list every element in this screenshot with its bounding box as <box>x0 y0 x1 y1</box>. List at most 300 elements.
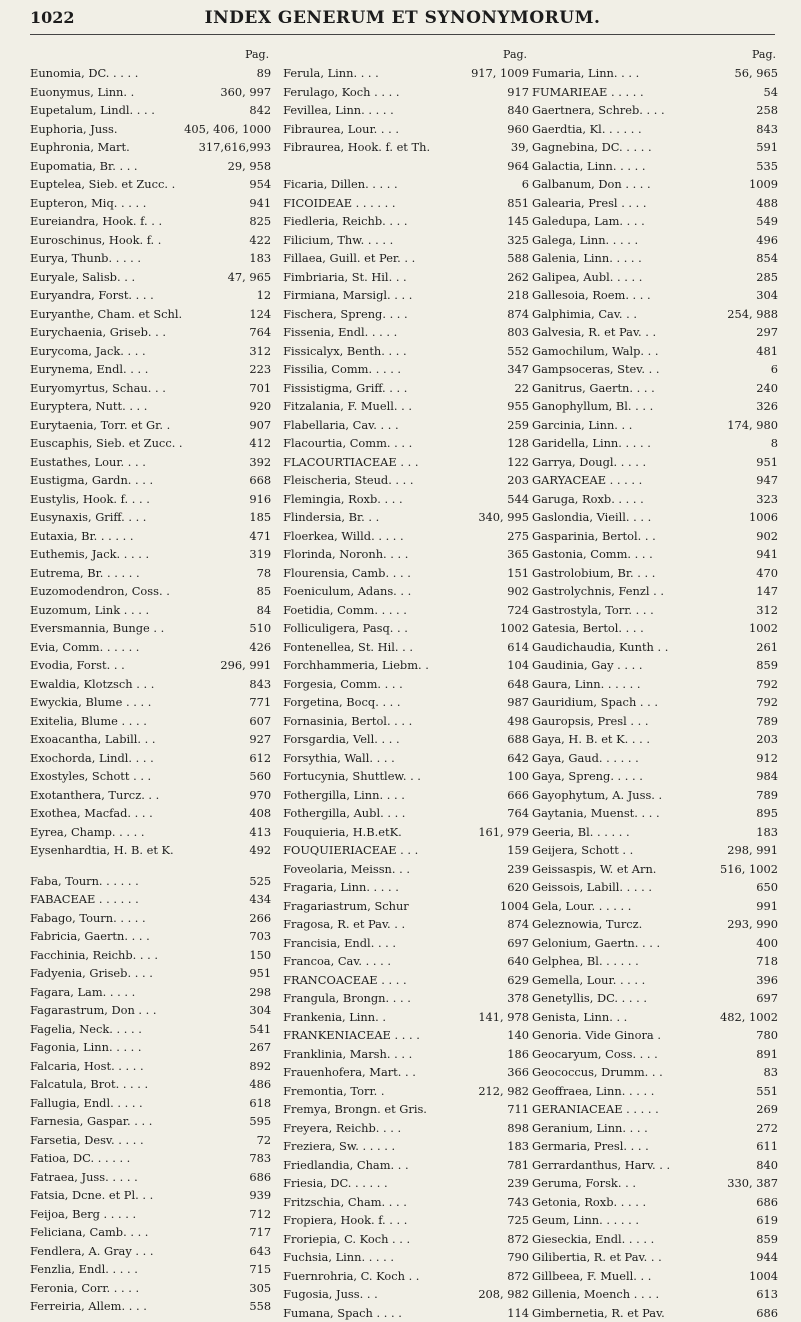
entry-page-ref: 122 <box>504 453 529 472</box>
entry-page-ref: 783 <box>246 1149 271 1168</box>
entry-name: Euryanthe, Cham. et Schl. <box>30 305 246 324</box>
index-entry <box>30 1242 271 1261</box>
entry-page-ref: 711 <box>504 1100 529 1119</box>
entry-name: Farnesia, Gaspar. . . . <box>30 1112 246 1131</box>
entry-name: Gaya, Spreng. . . . . <box>532 767 753 786</box>
entry-name: Feliciana, Camb. . . . <box>30 1223 246 1242</box>
entry-name: Genetyllis, DC. . . . . <box>532 989 753 1008</box>
entry-name: FOUQUIERIACEAE . . . <box>283 841 504 860</box>
entry-page-ref: 340, 995 <box>475 508 529 527</box>
entry-name: Forgesia, Comm. . . . <box>283 675 504 694</box>
index-entry <box>283 1174 529 1193</box>
index-entry <box>283 1211 529 1230</box>
entry-page-ref: 305 <box>246 1279 271 1298</box>
index-entry <box>30 231 271 250</box>
entry-name: Galega, Linn. . . . . <box>532 231 753 250</box>
index-entry <box>532 601 778 620</box>
entry-name: Exitelia, Blume . . . . <box>30 712 246 731</box>
entry-name: Friedlandia, Cham. . . <box>283 1156 504 1175</box>
entry-name: Gilibertia, R. et Pav. . . <box>532 1248 753 1267</box>
index-entry <box>532 749 778 768</box>
index-entry <box>30 749 271 768</box>
entry-name: Flourensia, Camb. . . . <box>283 564 504 583</box>
index-entry <box>283 1119 529 1138</box>
entry-name: Gaudinia, Gay . . . . <box>532 656 753 675</box>
entry-page-ref: 258 <box>753 101 778 120</box>
entry-name: Gela, Lour. . . . . . <box>532 897 753 916</box>
entry-name: Gamochilum, Walp. . . <box>532 342 753 361</box>
index-entry <box>532 582 778 601</box>
index-entry <box>532 1193 778 1212</box>
entry-name: Genista, Linn. . . <box>532 1008 717 1027</box>
entry-page-ref: 951 <box>246 964 271 983</box>
entry-page-ref: 8 <box>768 434 778 453</box>
entry-page-ref: 89 <box>254 64 272 83</box>
index-entry <box>30 1205 271 1224</box>
entry-name: Eurya, Thunb. . . . . <box>30 249 246 268</box>
entry-page-ref: 874 <box>504 305 529 324</box>
entry-page-ref: 955 <box>504 397 529 416</box>
entry-page-ref: 498 <box>504 712 529 731</box>
entry-page-ref: 408 <box>246 804 271 823</box>
entry-page-ref: 22 <box>512 379 530 398</box>
index-entry <box>532 1100 778 1119</box>
entry-page-ref: 954 <box>246 175 271 194</box>
entry-page-ref: 405, 406, 1000 <box>181 120 271 139</box>
entry-page-ref: 212, 982 <box>475 1082 529 1101</box>
entry-page-ref: 39, <box>508 138 529 157</box>
entry-page-ref: 510 <box>246 619 271 638</box>
entry-page-ref: 150 <box>246 946 271 965</box>
entry-name: Gaudichaudia, Kunth . . <box>532 638 753 657</box>
index-entry <box>532 231 778 250</box>
entry-page-ref: 434 <box>246 890 271 909</box>
index-entry <box>283 1082 529 1101</box>
entry-page-ref: 944 <box>753 1248 778 1267</box>
entry-name: Gillbeea, F. Muell. . . <box>532 1267 746 1286</box>
index-entry <box>30 342 271 361</box>
entry-name: Euryomyrtus, Schau. . . <box>30 379 246 398</box>
entry-page-ref: 898 <box>504 1119 529 1138</box>
index-entry <box>283 416 529 435</box>
entry-name: Germaria, Presl. . . . <box>532 1137 753 1156</box>
index-entry <box>30 323 271 342</box>
entry-name: Foveolaria, Meissn. . . <box>283 860 504 879</box>
entry-page-ref: 902 <box>753 527 778 546</box>
entry-name: Eyrea, Champ. . . . . <box>30 823 246 842</box>
entry-page-ref: 272 <box>753 1119 778 1138</box>
index-entry <box>283 897 529 916</box>
entry-page-ref: 686 <box>753 1304 778 1322</box>
index-entry <box>30 101 271 120</box>
index-entry <box>30 582 271 601</box>
entry-page-ref: 365 <box>504 545 529 564</box>
index-entry <box>532 138 778 157</box>
entry-name: Euzomum, Link . . . . <box>30 601 254 620</box>
entry-name: Frauenhofera, Mart. . . <box>283 1063 504 1082</box>
entry-name: Freyera, Reichb. . . . <box>283 1119 504 1138</box>
entry-name: Fragosa, R. et Pav. . . <box>283 915 504 934</box>
entry-name: Geijera, Schott . . <box>532 841 724 860</box>
index-entry <box>283 453 529 472</box>
index-entry <box>283 915 529 934</box>
index-entry <box>532 1137 778 1156</box>
entry-page-ref: 186 <box>504 1045 529 1064</box>
entry-page-ref: 987 <box>504 693 529 712</box>
entry-page-ref: 902 <box>504 582 529 601</box>
index-entry <box>283 305 529 324</box>
entry-name: Geissaspis, W. et Arn. <box>532 860 717 879</box>
index-entry <box>532 64 778 83</box>
index-entry <box>283 323 529 342</box>
index-entry <box>532 915 778 934</box>
entry-name: Eustylis, Hook. f. . . . <box>30 490 246 509</box>
entry-name: Evodia, Forst. . . <box>30 656 217 675</box>
entry-name: Gasparinia, Bertol. . . <box>532 527 753 546</box>
entry-page-ref: 525 <box>246 872 271 891</box>
entry-page-ref: 612 <box>246 749 271 768</box>
index-columns <box>30 48 781 1322</box>
entry-name: FLACOURTIACEAE . . . <box>283 453 504 472</box>
entry-page-ref: 686 <box>246 1168 271 1187</box>
entry-name: Euroschinus, Hook. f. . <box>30 231 246 250</box>
entry-name: Geoffraea, Linn. . . . . <box>532 1082 753 1101</box>
entry-page-ref: 984 <box>753 767 778 786</box>
entry-page-ref: 183 <box>753 823 778 842</box>
entry-name: Fatioa, DC. . . . . . <box>30 1149 246 1168</box>
entry-page-ref: 629 <box>504 971 529 990</box>
entry-name: Eurychaenia, Griseb. . . <box>30 323 246 342</box>
entry-page-ref: 717 <box>246 1223 271 1242</box>
entry-name: Fabago, Tourn. . . . . <box>30 909 246 928</box>
entry-name: Gaertnera, Schreb. . . . <box>532 101 753 120</box>
entry-page-ref: 668 <box>246 471 271 490</box>
entry-page-ref: 174, 980 <box>724 416 778 435</box>
entry-page-ref: 426 <box>246 638 271 657</box>
entry-page-ref: 400 <box>753 934 778 953</box>
index-entry <box>30 860 271 872</box>
index-entry <box>532 1304 778 1322</box>
index-entry <box>30 656 271 675</box>
entry-name: Gimbernetia, R. et Pav. <box>532 1304 753 1322</box>
entry-page-ref: 84 <box>254 601 272 620</box>
page-number: 1022 <box>30 8 90 27</box>
entry-name: Froriepia, C. Koch . . . <box>283 1230 504 1249</box>
entry-name: Gauropsis, Presl . . . <box>532 712 753 731</box>
entry-page-ref: 991 <box>753 897 778 916</box>
entry-name: Geeria, Bl. . . . . . <box>532 823 753 842</box>
entry-name: Fissistigma, Griff. . . . <box>283 379 511 398</box>
entry-page-ref: 412 <box>246 434 271 453</box>
index-entry <box>283 360 529 379</box>
index-entry <box>30 1168 271 1187</box>
entry-name: Fatraea, Juss. . . . . <box>30 1168 246 1187</box>
index-entry <box>30 946 271 965</box>
running-title: INDEX GENERUM ET SYNONYMORUM. <box>90 8 775 28</box>
entry-page-ref: 917, 1009 <box>468 64 529 83</box>
entry-page-ref: 516, 1002 <box>717 860 778 879</box>
index-entry <box>30 804 271 823</box>
entry-page-ref: 964 <box>504 157 529 176</box>
index-entry <box>30 249 271 268</box>
entry-name: FABACEAE . . . . . . <box>30 890 246 909</box>
index-entry <box>30 1075 271 1094</box>
index-entry <box>30 1094 271 1113</box>
entry-name: Falcatula, Brot. . . . . <box>30 1075 246 1094</box>
index-entry <box>283 545 529 564</box>
entry-name: Garuga, Roxb. . . . . <box>532 490 753 509</box>
entry-page-ref: 697 <box>504 934 529 953</box>
entry-name: Ferula, Linn. . . . <box>283 64 468 83</box>
entry-name: Fiedleria, Reichb. . . . <box>283 212 504 231</box>
entry-page-ref: 183 <box>504 1137 529 1156</box>
entry-page-ref: 947 <box>753 471 778 490</box>
index-entry <box>532 693 778 712</box>
index-entry <box>532 971 778 990</box>
entry-name: Fugosia, Juss. . . <box>283 1285 475 1304</box>
index-entry <box>532 897 778 916</box>
entry-page-ref: 712 <box>246 1205 271 1224</box>
index-entry <box>30 416 271 435</box>
index-entry <box>532 471 778 490</box>
entry-page-ref: 492 <box>246 841 271 860</box>
index-entry <box>30 786 271 805</box>
entry-name: Fabricia, Gaertn. . . . <box>30 927 246 946</box>
entry-page-ref: 591 <box>753 138 778 157</box>
entry-page-ref: 780 <box>753 1026 778 1045</box>
index-entry <box>283 1008 529 1027</box>
entry-name: FICOIDEAE . . . . . . <box>283 194 504 213</box>
entry-page-ref: 312 <box>246 342 271 361</box>
entry-name: Galenia, Linn. . . . . <box>532 249 753 268</box>
entry-page-ref: 223 <box>246 360 271 379</box>
entry-name: Fagonia, Linn. . . . . <box>30 1038 246 1057</box>
entry-name: Eutrema, Br. . . . . . <box>30 564 254 583</box>
index-entry <box>532 1119 778 1138</box>
entry-name: Exotanthera, Turcz. . . <box>30 786 246 805</box>
index-entry <box>532 878 778 897</box>
entry-page-ref: 267 <box>246 1038 271 1057</box>
index-entry <box>30 434 271 453</box>
index-entry <box>532 989 778 1008</box>
entry-page-ref: 666 <box>504 786 529 805</box>
entry-name: Forchhammeria, Liebm. . <box>283 656 504 675</box>
index-entry <box>283 638 529 657</box>
entry-page-ref: 304 <box>246 1001 271 1020</box>
entry-page-ref: 743 <box>504 1193 529 1212</box>
index-entry <box>532 619 778 638</box>
entry-page-ref: 470 <box>753 564 778 583</box>
index-entry <box>532 1026 778 1045</box>
entry-name: Fadyenia, Griseb. . . . <box>30 964 246 983</box>
entry-name: Folliculigera, Pasq. . . <box>283 619 497 638</box>
entry-name: Gayophytum, A. Juss. . <box>532 786 753 805</box>
index-entry <box>30 712 271 731</box>
entry-name: Falcaria, Host. . . . . <box>30 1057 246 1076</box>
index-entry <box>30 1131 271 1150</box>
entry-page-ref: 619 <box>753 1211 778 1230</box>
entry-name: Fuchsia, Linn. . . . . <box>283 1248 504 1267</box>
entry-page-ref: 790 <box>504 1248 529 1267</box>
entry-name: Ewyckia, Blume . . . . <box>30 693 246 712</box>
entry-page-ref: 872 <box>504 1267 529 1286</box>
entry-name: Fragariastrum, Schur <box>283 897 497 916</box>
index-entry <box>30 872 271 891</box>
entry-name: Foetidia, Comm. . . . . <box>283 601 504 620</box>
index-entry <box>283 1248 529 1267</box>
index-entry <box>30 909 271 928</box>
entry-name: Gelphea, Bl. . . . . . <box>532 952 753 971</box>
entry-page-ref: 650 <box>753 878 778 897</box>
entry-name: Gastrostyla, Torr. . . . <box>532 601 753 620</box>
index-entry <box>283 712 529 731</box>
entry-page-ref: 614 <box>504 638 529 657</box>
index-entry <box>532 323 778 342</box>
entry-name: Galipea, Aubl. . . . . <box>532 268 753 287</box>
entry-page-ref: 151 <box>504 564 529 583</box>
index-entry <box>283 157 529 176</box>
entry-page-ref: 912 <box>753 749 778 768</box>
entry-name: Fremya, Brongn. et Gris. <box>283 1100 504 1119</box>
index-entry <box>532 730 778 749</box>
entry-name: Galedupa, Lam. . . . <box>532 212 753 231</box>
entry-page-ref: 159 <box>504 841 529 860</box>
entry-page-ref: 951 <box>753 453 778 472</box>
index-entry <box>532 360 778 379</box>
entry-page-ref: 145 <box>504 212 529 231</box>
entry-page-ref: 208, 982 <box>475 1285 529 1304</box>
entry-name: Eysenhardtia, H. B. et K. <box>30 841 246 860</box>
entry-page-ref: 319 <box>246 545 271 564</box>
entry-name: Fatsia, Dcne. et Pl. . . <box>30 1186 246 1205</box>
index-entry <box>532 83 778 102</box>
index-entry <box>532 249 778 268</box>
entry-name: Eureiandra, Hook. f. . . <box>30 212 246 231</box>
entry-name: Gastrolobium, Br. . . . <box>532 564 753 583</box>
entry-name: Ferulago, Koch . . . . <box>283 83 504 102</box>
entry-name: Fagelia, Neck. . . . . <box>30 1020 246 1039</box>
index-entry <box>30 379 271 398</box>
entry-page-ref: 422 <box>246 231 271 250</box>
entry-name: Eurynema, Endl. . . . <box>30 360 246 379</box>
entry-name: Fragaria, Linn. . . . . <box>283 878 504 897</box>
entry-page-ref: 764 <box>246 323 271 342</box>
entry-page-ref: 392 <box>246 453 271 472</box>
entry-page-ref: 960 <box>504 120 529 139</box>
index-entry <box>283 101 529 120</box>
index-entry <box>283 490 529 509</box>
entry-page-ref: 378 <box>504 989 529 1008</box>
entry-page-ref: 611 <box>753 1137 778 1156</box>
index-entry <box>283 249 529 268</box>
entry-name: Ganophyllum, Bl. . . . <box>532 397 753 416</box>
entry-name: Geleznowia, Turcz. <box>532 915 724 934</box>
index-entry <box>30 564 271 583</box>
entry-page-ref: 141, 978 <box>475 1008 529 1027</box>
entry-name: Feronia, Corr. . . . . <box>30 1279 246 1298</box>
entry-page-ref: 72 <box>254 1131 272 1150</box>
index-entry <box>283 268 529 287</box>
entry-page-ref: 781 <box>504 1156 529 1175</box>
index-entry <box>283 434 529 453</box>
index-entry <box>532 1174 778 1193</box>
index-entry <box>283 1230 529 1249</box>
index-entry <box>532 1063 778 1082</box>
entry-name: Ganitrus, Gaertn. . . . <box>532 379 753 398</box>
index-entry <box>283 1193 529 1212</box>
entry-page-ref: 697 <box>753 989 778 1008</box>
entry-page-ref: 360, 997 <box>217 83 271 102</box>
entry-name: Genoria. Vide Ginora . <box>532 1026 753 1045</box>
entry-page-ref: 725 <box>504 1211 529 1230</box>
entry-page-ref: 100 <box>504 767 529 786</box>
index-entry <box>30 693 271 712</box>
index-entry <box>532 656 778 675</box>
entry-name: Geissois, Labill. . . . . <box>532 878 753 897</box>
entry-page-ref: 613 <box>753 1285 778 1304</box>
entry-page-ref: 549 <box>753 212 778 231</box>
entry-page-ref: 1009 <box>746 175 778 194</box>
entry-name: Fuernrohria, C. Koch . . <box>283 1267 504 1286</box>
entry-page-ref: 471 <box>246 527 271 546</box>
index-entry <box>30 1279 271 1298</box>
entry-name: Fagarastrum, Don . . . <box>30 1001 246 1020</box>
index-entry <box>283 471 529 490</box>
entry-name: Fitzalania, F. Muell. . . <box>283 397 504 416</box>
index-entry <box>30 175 271 194</box>
index-entry <box>532 508 778 527</box>
entry-name: Gaura, Linn. . . . . . <box>532 675 753 694</box>
index-entry <box>30 601 271 620</box>
entry-page-ref: 29, 958 <box>225 157 271 176</box>
entry-name: Geocaryum, Coss. . . . <box>532 1045 753 1064</box>
entry-page-ref: 12 <box>254 286 272 305</box>
index-entry <box>532 120 778 139</box>
entry-name: Fendlera, A. Gray . . . <box>30 1242 246 1261</box>
entry-page-ref: 496 <box>753 231 778 250</box>
index-entry <box>30 508 271 527</box>
entry-name: Feijoa, Berg . . . . . <box>30 1205 246 1224</box>
entry-page-ref: 114 <box>504 1304 529 1322</box>
index-entry <box>30 638 271 657</box>
index-entry <box>532 212 778 231</box>
entry-name: Fevillea, Linn. . . . . <box>283 101 504 120</box>
entry-name: Eunomia, DC. . . . . <box>30 64 254 83</box>
entry-page-ref: 298 <box>246 983 271 1002</box>
entry-page-ref: 183 <box>246 249 271 268</box>
entry-name: Fibraurea, Lour. . . . <box>283 120 504 139</box>
index-entry <box>532 675 778 694</box>
entry-page-ref: 764 <box>504 804 529 823</box>
entry-page-ref: 552 <box>504 342 529 361</box>
entry-name: Fropiera, Hook. f. . . . <box>283 1211 504 1230</box>
entry-name: Exochorda, Lindl. . . . <box>30 749 246 768</box>
index-entry <box>532 434 778 453</box>
index-entry <box>283 527 529 546</box>
entry-name: Geruma, Forsk. . . <box>532 1174 724 1193</box>
entry-name: FRANKENIACEAE . . . . <box>283 1026 504 1045</box>
entry-page-ref: 640 <box>504 952 529 971</box>
index-entry <box>532 804 778 823</box>
entry-name: Galactia, Linn. . . . . <box>532 157 753 176</box>
entry-page-ref: 588 <box>504 249 529 268</box>
index-entry <box>532 490 778 509</box>
index-entry <box>283 786 529 805</box>
index-entry <box>532 379 778 398</box>
entry-name: Foeniculum, Adans. . . <box>283 582 504 601</box>
index-entry <box>30 1149 271 1168</box>
entry-page-ref: 317,616,993 <box>196 138 271 157</box>
